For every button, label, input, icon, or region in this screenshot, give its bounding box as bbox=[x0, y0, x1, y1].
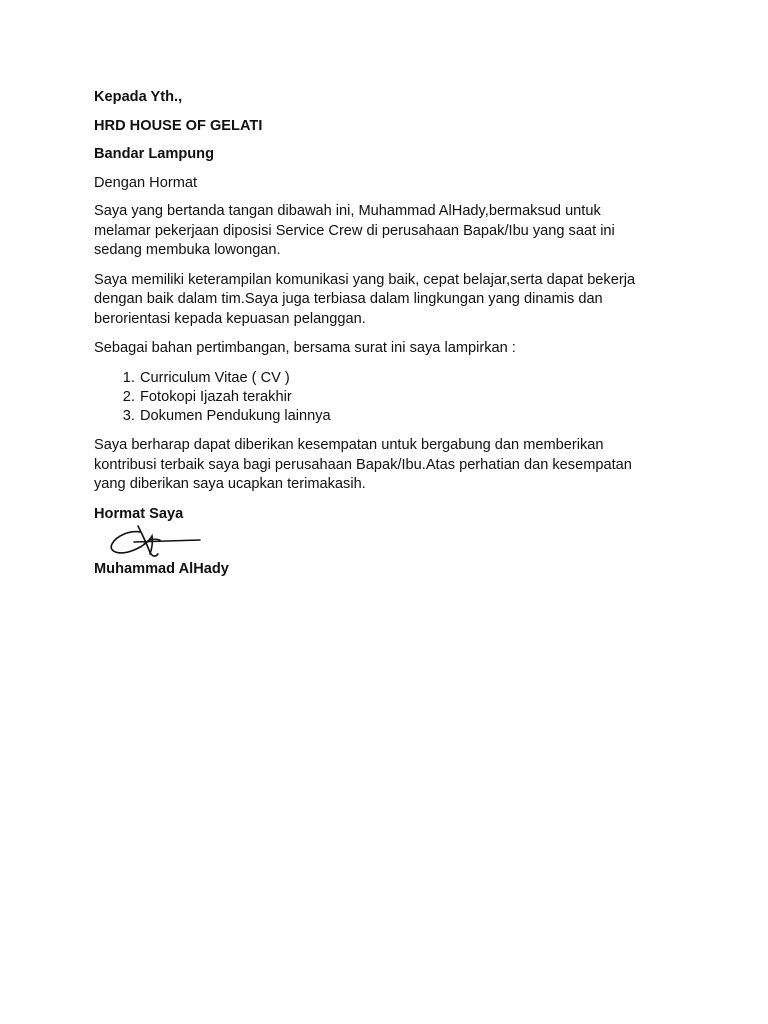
attachment-item: 1. Curriculum Vitae ( CV ) bbox=[139, 369, 684, 388]
skills-line: berorientasi kepada kepuasan pelanggan. bbox=[94, 310, 366, 327]
intro-line: sedang membuka lowongan. bbox=[94, 242, 281, 258]
recipient-greeting: Kepada Yth., bbox=[94, 89, 183, 105]
salutation: Dengan Hormat bbox=[94, 174, 198, 191]
closing-line: yang diberikan saya ucapkan terimakasih. bbox=[94, 476, 366, 493]
closing-paragraph bbox=[94, 436, 684, 495]
skills-line: Saya memiliki keterampilan komunikasi yang baik, cepat belajar,serta dapat bekerja bbox=[94, 271, 636, 288]
attachment-item: 3. Dokumen Pendukung lainnya bbox=[139, 407, 684, 426]
signature-area bbox=[94, 522, 684, 560]
attachment-item: 2. Fotokopi Ijazah terakhir bbox=[139, 388, 684, 407]
handwritten-signature bbox=[100, 516, 210, 562]
intro-line: Saya yang bertanda tangan dibawah ini, Muhammad AlHady,bermaksud untuk bbox=[94, 203, 601, 219]
closing-line: kontribusi terbaik saya bagi perusahaan Bapak/Ibu.Atas perhatian dan kesempatan bbox=[94, 456, 632, 473]
closing-line: Saya berharap dapat diberikan kesempatan untuk bergabung dan memberikan bbox=[94, 437, 604, 454]
sign-off: Hormat Saya bbox=[94, 505, 184, 522]
recipient-city: Bandar Lampung bbox=[94, 146, 214, 162]
signer-name: Muhammad AlHady bbox=[94, 561, 229, 578]
intro-paragraph bbox=[94, 202, 684, 261]
skills-paragraph bbox=[94, 271, 684, 330]
skills-line: dengan baik dalam tim.Saya juga terbiasa dalam lingkungan yang dinamis dan bbox=[94, 291, 603, 307]
recipient-company: HRD HOUSE OF GELATI bbox=[94, 117, 263, 134]
attachments-intro: Sebagai bahan pertimbangan, bersama surat ini saya lampirkan : bbox=[94, 340, 516, 356]
application-letter bbox=[94, 88, 684, 580]
attachments-list bbox=[94, 369, 684, 427]
intro-line: melamar pekerjaan diposisi Service Crew di perusahaan Bapak/Ibu yang saat ini bbox=[94, 222, 615, 239]
